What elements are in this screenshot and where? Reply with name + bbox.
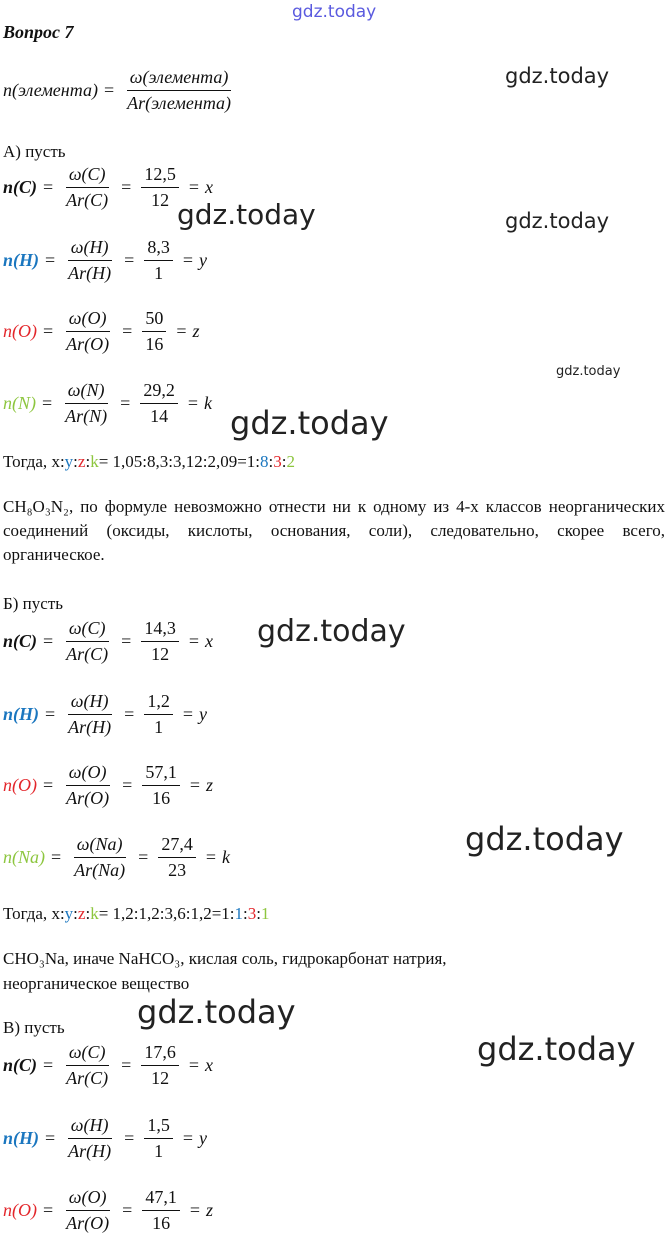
equation-lhs: n(O) (3, 321, 37, 341)
equation-lhs: n(O) (3, 1200, 37, 1220)
section-b-heading: Б) пусть (3, 594, 63, 613)
omega-numerator: ω(Na) (74, 834, 126, 858)
ar-denominator: Ar(N) (65, 406, 108, 426)
value-numerator: 14,3 (141, 618, 179, 642)
value-numerator: 12,5 (141, 164, 179, 188)
value-denominator: 1 (154, 263, 164, 283)
omega-numerator: ω(H) (68, 691, 112, 715)
equation-lhs: n(C) (3, 631, 38, 651)
equation-row: n(C) = $\frac{\omega(C)}{Ar(C)}$ = $\frac{12,5}{12}$ = x (3, 164, 213, 210)
value-denominator: 16 (145, 334, 164, 354)
value-denominator: 14 (150, 406, 169, 426)
equation-row: n(N) = $\frac{\omega(N)}{Ar(N)}$ = $\frac{29,2}{14}$ = k (3, 380, 212, 426)
equation-lhs: n(Na) (3, 847, 45, 867)
value-denominator: 1 (154, 717, 164, 737)
ratio-prefix: Тогда, (3, 452, 52, 471)
ar-denominator: Ar(O) (66, 788, 110, 808)
equation-variable: x (204, 631, 213, 651)
equation-row: n(O) = $\frac{\omega(O)}{Ar(O)}$ = $\frac{57,1}{16}$ = z (3, 762, 213, 808)
equation-variable: z (205, 1200, 213, 1220)
equation-variable: y (198, 704, 207, 724)
ratio-values: = 1,2:1,2:3,6:1,2=1: (98, 904, 235, 923)
ar-denominator: Ar(Na) (74, 860, 126, 880)
equation-row: n(H) = $\frac{\omega(H)}{Ar(H)}$ = $\frac{1,2}{1}$ = y (3, 691, 207, 737)
formula-denominator: Ar(элемента) (127, 93, 232, 113)
ar-denominator: Ar(H) (68, 263, 112, 283)
equation-row: n(Na) = $\frac{\omega(Na)}{Ar(Na)}$ = $\frac{27,4}{23}$ = k (3, 834, 230, 880)
value-numerator: 57,1 (142, 762, 180, 786)
omega-numerator: ω(O) (66, 762, 110, 786)
watermark: gdz.today (505, 209, 610, 233)
formula-numerator: ω(элемента) (127, 67, 232, 91)
ar-denominator: Ar(H) (68, 1141, 112, 1161)
ratio-line: Тогда, x:y:z:k= 1,05:8,3:3,12:2,09=1:8:3:2 (3, 452, 295, 471)
value-denominator: 23 (168, 860, 187, 880)
equation-variable: k (221, 847, 230, 867)
conclusion-paragraph: CH₈O₃N₂, по формуле невозможно отнести ни к одному из 4-х классов неорганических соединений (оксиды, кислоты, основания, соли), следовательно, скорее всего, органическое. (3, 497, 665, 564)
ar-denominator: Ar(H) (68, 717, 112, 737)
equation-lhs: n(C) (3, 1055, 38, 1075)
ratio-result-o: 3 (273, 452, 282, 471)
omega-numerator: ω(H) (68, 1115, 112, 1139)
equation-variable: y (198, 250, 207, 270)
ratio-z: z (77, 904, 86, 923)
value-numerator: 50 (142, 308, 166, 332)
equation-row: n(H) = $\frac{\omega(H)}{Ar(H)}$ = $\frac{1,5}{1}$ = y (3, 1115, 207, 1161)
value-numerator: 29,2 (140, 380, 178, 404)
ar-denominator: Ar(O) (66, 1213, 110, 1233)
omega-numerator: ω(N) (65, 380, 108, 404)
ratio-x: x (51, 904, 60, 923)
omega-numerator: ω(C) (66, 164, 109, 188)
ratio-x: x (51, 452, 60, 471)
ar-denominator: Ar(C) (66, 644, 109, 664)
value-numerator: 1,5 (144, 1115, 173, 1139)
value-denominator: 1 (154, 1141, 164, 1161)
value-numerator: 27,4 (158, 834, 196, 858)
value-denominator: 12 (151, 190, 170, 210)
equation-variable: k (203, 393, 212, 413)
value-denominator: 12 (151, 644, 170, 664)
watermark: gdz.today (465, 820, 624, 858)
watermark: gdz.today (505, 64, 610, 88)
watermark: gdz.today (257, 614, 406, 649)
equation-row: n(O) = $\frac{\omega(O)}{Ar(O)}$ = $\frac{47,1}{16}$ = z (3, 1187, 213, 1233)
watermark: gdz.today (477, 1030, 636, 1068)
ar-denominator: Ar(O) (66, 334, 110, 354)
omega-numerator: ω(H) (68, 237, 112, 261)
equation-variable: z (192, 321, 200, 341)
conclusion-line-1: CHO₃Na, иначе NaHCO₃, кислая соль, гидрокарбонат натрия, (3, 949, 447, 968)
watermark-top: gdz.today (292, 2, 377, 22)
equation-variable: z (205, 775, 213, 795)
watermark: gdz.today (556, 364, 621, 379)
ratio-line: Тогда, x:y:z:k= 1,2:1,2:3,6:1,2=1:1:3:1 (3, 904, 270, 923)
value-numerator: 17,6 (141, 1042, 179, 1066)
equation-row: n(H) = $\frac{\omega(H)}{Ar(H)}$ = $\frac{8,3}{1}$ = y (3, 237, 207, 283)
equation-variable: x (204, 177, 213, 197)
equation-variable: x (204, 1055, 213, 1075)
watermark: gdz.today (137, 993, 296, 1031)
section-a-heading: А) пусть (3, 142, 66, 161)
value-numerator: 1,2 (144, 691, 173, 715)
formula-lhs: n(элемента) (3, 80, 98, 100)
ratio-result-na: 1 (260, 904, 270, 923)
conclusion-line-2: неорганическое вещество (3, 974, 190, 993)
value-numerator: 8,3 (144, 237, 173, 261)
equation-variable: y (198, 1128, 207, 1148)
ar-denominator: Ar(C) (66, 190, 109, 210)
value-denominator: 16 (152, 788, 171, 808)
equation-lhs: n(H) (3, 250, 39, 270)
ratio-result-h: 8 (260, 452, 269, 471)
ratio-prefix: Тогда, (3, 904, 52, 923)
ratio-k: k (90, 904, 99, 923)
ratio-result-o: 3 (247, 904, 257, 923)
ratio-z: z (77, 452, 86, 471)
ratio-k: k (90, 452, 99, 471)
section-c-heading: В) пусть (3, 1018, 65, 1037)
page-title: Вопрос 7 (3, 22, 74, 42)
general-formula: n(элемента) = $\frac{\text{ω(элемента)}}{\text{Ar(элемента)}}$ (3, 67, 238, 114)
ratio-y: y (64, 452, 74, 471)
omega-numerator: ω(C) (66, 618, 109, 642)
omega-numerator: ω(O) (66, 1187, 110, 1211)
watermark: gdz.today (177, 198, 316, 231)
equation-lhs: n(O) (3, 775, 37, 795)
value-numerator: 47,1 (142, 1187, 180, 1211)
equation-lhs: n(H) (3, 704, 39, 724)
ratio-values: = 1,05:8,3:3,12:2,09=1: (98, 452, 261, 471)
ar-denominator: Ar(C) (66, 1068, 109, 1088)
formula-fraction (124, 67, 234, 114)
equation-row: n(C) = $\frac{\omega(C)}{Ar(C)}$ = $\frac{17,6}{12}$ = x (3, 1042, 213, 1088)
watermark: gdz.today (230, 404, 389, 442)
value-denominator: 16 (152, 1213, 171, 1233)
ratio-y: y (64, 904, 74, 923)
omega-numerator: ω(C) (66, 1042, 109, 1066)
ratio-result-n: 2 (286, 452, 295, 471)
ratio-result-h: 1 (234, 904, 244, 923)
value-denominator: 12 (151, 1068, 170, 1088)
equation-row: n(O) = $\frac{\omega(O)}{Ar(O)}$ = $\frac{50}{16}$ = z (3, 308, 200, 354)
omega-numerator: ω(O) (66, 308, 110, 332)
equation-lhs: n(C) (3, 177, 38, 197)
equation-lhs: n(H) (3, 1128, 39, 1148)
equation-row: n(C) = $\frac{\omega(C)}{Ar(C)}$ = $\frac{14,3}{12}$ = x (3, 618, 213, 664)
equation-lhs: n(N) (3, 393, 36, 413)
